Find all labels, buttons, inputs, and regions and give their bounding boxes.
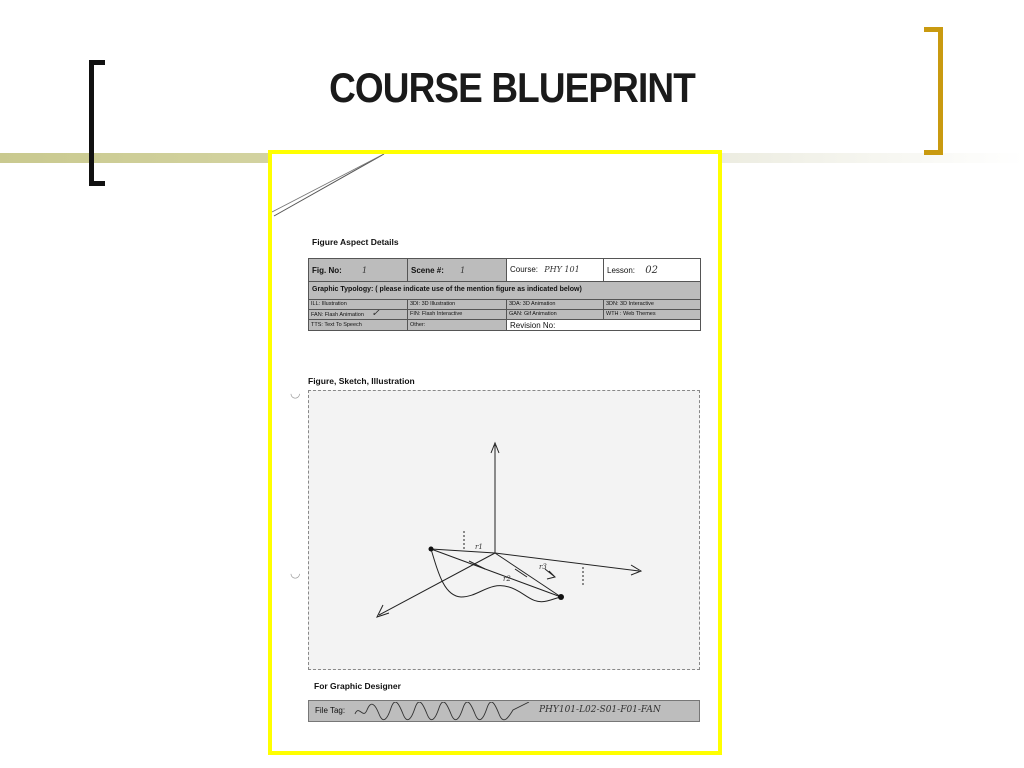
lesson-label: Lesson: bbox=[607, 266, 636, 275]
typology-ill: ILL: Illustration bbox=[308, 299, 408, 310]
check-mark-icon: ✓ bbox=[371, 309, 380, 319]
fig-no-value: 1 bbox=[362, 266, 368, 275]
lesson-cell bbox=[603, 258, 701, 282]
file-tag-value: PHY101-L02-S01-F01-FAN bbox=[539, 705, 661, 715]
revision-cell: Revision No: bbox=[506, 319, 701, 331]
typology-fan-label: FAN: Flash Animation bbox=[311, 312, 364, 318]
file-tag-label: File Tag: bbox=[315, 706, 346, 715]
vector-label-r2: r2 bbox=[503, 575, 511, 583]
scene-cell bbox=[407, 258, 507, 282]
typology-3da: 3DA: 3D Animation bbox=[506, 299, 604, 310]
section-figure-aspect-heading: Figure Aspect Details bbox=[312, 237, 399, 247]
typology-tts: TTS: Text To Speech bbox=[308, 319, 408, 331]
file-tag-row bbox=[308, 700, 700, 722]
vector-label-r3: r3 bbox=[539, 563, 547, 571]
course-cell bbox=[506, 258, 604, 282]
scribble-mark bbox=[353, 702, 533, 722]
scene-value: 1 bbox=[460, 266, 466, 275]
sketch-area bbox=[308, 390, 700, 670]
pen-stroke-marks bbox=[272, 154, 402, 224]
scanned-document-frame bbox=[268, 150, 722, 755]
axes-sketch bbox=[309, 391, 701, 671]
typology-fin: FIN: Flash Interactive bbox=[407, 309, 507, 320]
course-value: PHY 101 bbox=[544, 265, 580, 274]
course-label: Course: bbox=[510, 265, 539, 274]
section-sketch-heading: Figure, Sketch, Illustration bbox=[308, 376, 415, 386]
typology-3dn: 3DN: 3D Interactive bbox=[603, 299, 701, 310]
typology-heading: Graphic Typology: ( please indicate use of the mention figure as indicated below) bbox=[308, 281, 701, 300]
scene-label: Scene #: bbox=[411, 266, 444, 275]
hole-punch-mark: ◡ bbox=[290, 566, 301, 580]
vector-label-r1: r1 bbox=[475, 543, 483, 551]
typology-3di: 3DI: 3D Illustration bbox=[407, 299, 507, 310]
scanned-form bbox=[272, 154, 718, 751]
typology-gan: GAN: Gif Animation bbox=[506, 309, 604, 320]
lesson-value: 02 bbox=[645, 265, 658, 276]
hole-punch-mark: ◡ bbox=[290, 386, 301, 400]
fig-no-cell bbox=[308, 258, 408, 282]
slide-title: COURSE BLUEPRINT bbox=[329, 64, 695, 111]
section-designer-heading: For Graphic Designer bbox=[314, 681, 401, 691]
fig-no-label: Fig. No: bbox=[312, 266, 342, 275]
typology-wth: WTH : Web Themes bbox=[603, 309, 701, 320]
typology-other: Other: bbox=[407, 319, 507, 331]
